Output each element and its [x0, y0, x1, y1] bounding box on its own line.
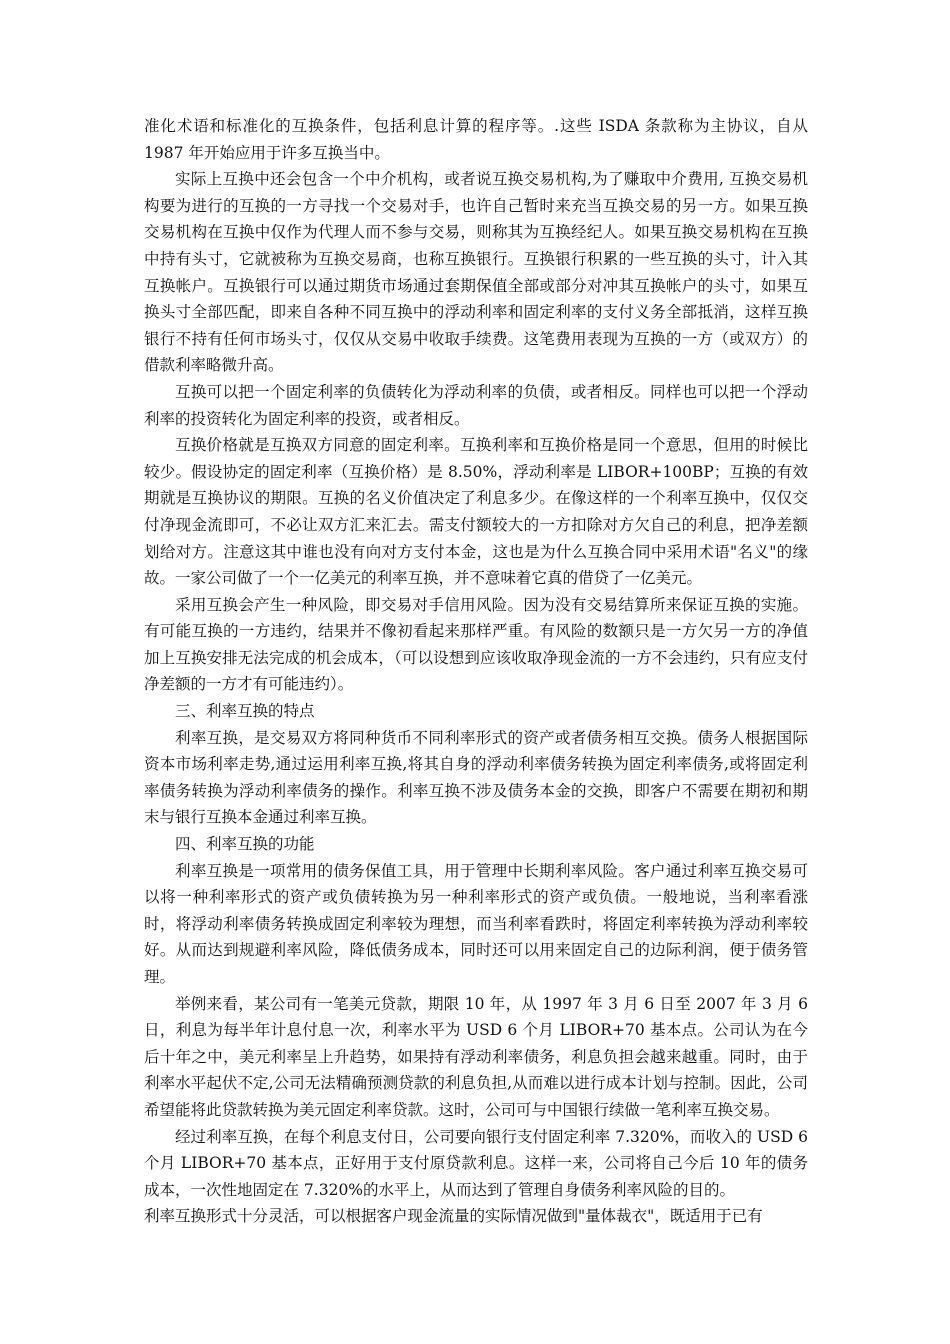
- paragraph-example: 举例来看，某公司有一笔美元贷款，期限 10 年，从 1997 年 3 月 6 日至 2007 年 3 月 6 日，利息为每半年计息付息一次，利率水平为 USD 6 个月 LIBOR+70 基本点。公司认为在今后十年之中，美元利率呈上升趋势，如果持有浮动利率债务，利息负担会越来越重。同时，由于利率水平起伏不定,公司无法精确预测贷款的利息负担,从而难以进行成本计划与控制。因此，公司希望能将此贷款转换为美元固定利率贷款。这时，公司可与中国银行续做一笔利率互换交易。: [144, 994, 808, 1119]
- document-page: [144, 113, 808, 1230]
- paragraph-intermediary: 实际上互换中还会包含一个中介机构，或者说互换交易机构,为了赚取中介费用, 互换交易机构要为进行的互换的一方寻找一个交易对手，也许自己暂时来充当互换交易的另一方。如果互换交易机构在互换中仅作为代理人而不参与交易，则称其为互换经纪人。如果互换交易机构在互换中持有头寸，它就被称为互换交易商，也称互换银行。互换银行积累的一些互换的头寸，计入其互换帐户。互换银行可以通过期货市场通过套期保值全部或部分对冲其互换帐户的头寸，如果互换头寸全部匹配，即来自各种不同互换中的浮动利率和固定利率的支付义务全部抵消，这样互换银行不持有任何市场头寸，仅仅从交易中收取手续费。这笔费用表现为互换的一方（或双方）的借款利率略微升高。: [144, 170, 808, 375]
- paragraph-features: 利率互换，是交易双方将同种货币不同利率形式的资产或者债务相互交换。债务人根据国际资本市场利率走势,通过运用利率互换,将其自身的浮动利率债务转换为固定利率债务,或将固定利率债务转换为浮动利率债务的操作。利率互换不涉及债务本金的交换，即客户不需要在期初和期末与银行互换本金通过利率互换。: [144, 728, 808, 827]
- paragraph-swap-price: 互换价格就是互换双方同意的固定利率。互换利率和互换价格是同一个意思，但用的时候比较少。假设协定的固定利率（互换价格）是 8.50%，浮动利率是 LIBOR+100BP；互换的有效期就是互换协议的期限。互换的名义价值决定了利息多少。在像这样的一个利率互换中，仅仅交付净现金流即可，不必让双方汇来汇去。需支付额较大的一方扣除对方欠自己的利息，把净差额划给对方。注意这其中谁也没有向对方支付本金，这也是为什么互换合同中采用术语"名义"的缘故。一家公司做了一个一亿美元的利率互换，并不意味着它真的借贷了一亿美元。: [144, 436, 808, 588]
- paragraph-liability-conversion: 互换可以把一个固定利率的负债转化为浮动利率的负债，或者相反。同样也可以把一个浮动利率的投资转化为固定利率的投资，或者相反。: [144, 382, 808, 428]
- paragraph-credit-risk: 采用互换会产生一种风险，即交易对手信用风险。因为没有交易结算所来保证互换的实施。有可能互换的一方违约，结果并不像初看起来那样严重。有风险的数额只是一方欠另一方的净值加上互换安排无法完成的机会成本，（可以设想到应该收取净现金流的一方不会违约，只有应支付净差额的一方才有可能违约）。: [144, 595, 808, 694]
- paragraph-isda-continuation: 准化术语和标准化的互换条件，包括利息计算的程序等。.这些 ISDA 条款称为主协议，自从 1987 年开始应用于许多互换当中。: [144, 117, 808, 162]
- section-heading-functions: 四、利率互换的功能: [175, 835, 315, 854]
- paragraph-flexibility: 利率互换形式十分灵活，可以根据客户现金流量的实际情况做到"量体裁衣"，既适用于已有: [144, 1207, 763, 1226]
- paragraph-functions: 利率互换是一项常用的债务保值工具，用于管理中长期利率风险。客户通过利率互换交易可以将一种利率形式的资产或负债转换为另一种利率形式的资产或负债。一般地说，当利率看涨时，将浮动利率债务转换成固定利率较为理想，而当利率看跌时，将固定利率转换为浮动利率较好。从而达到规避利率风险，降低债务成本，同时还可以用来固定自己的边际利润，便于债务管理。: [144, 861, 808, 986]
- paragraph-example-result: 经过利率互换，在每个利息支付日，公司要向银行支付固定利率 7.320%，而收入的 USD 6 个月 LIBOR+70 基本点，正好用于支付原贷款利息。这样一来，公司将自己今后 10 年的债务成本，一次性地固定在 7.320%的水平上，从而达到了管理自身债务利率风险的目的。: [144, 1127, 808, 1199]
- section-heading-features: 三、利率互换的特点: [175, 702, 315, 721]
